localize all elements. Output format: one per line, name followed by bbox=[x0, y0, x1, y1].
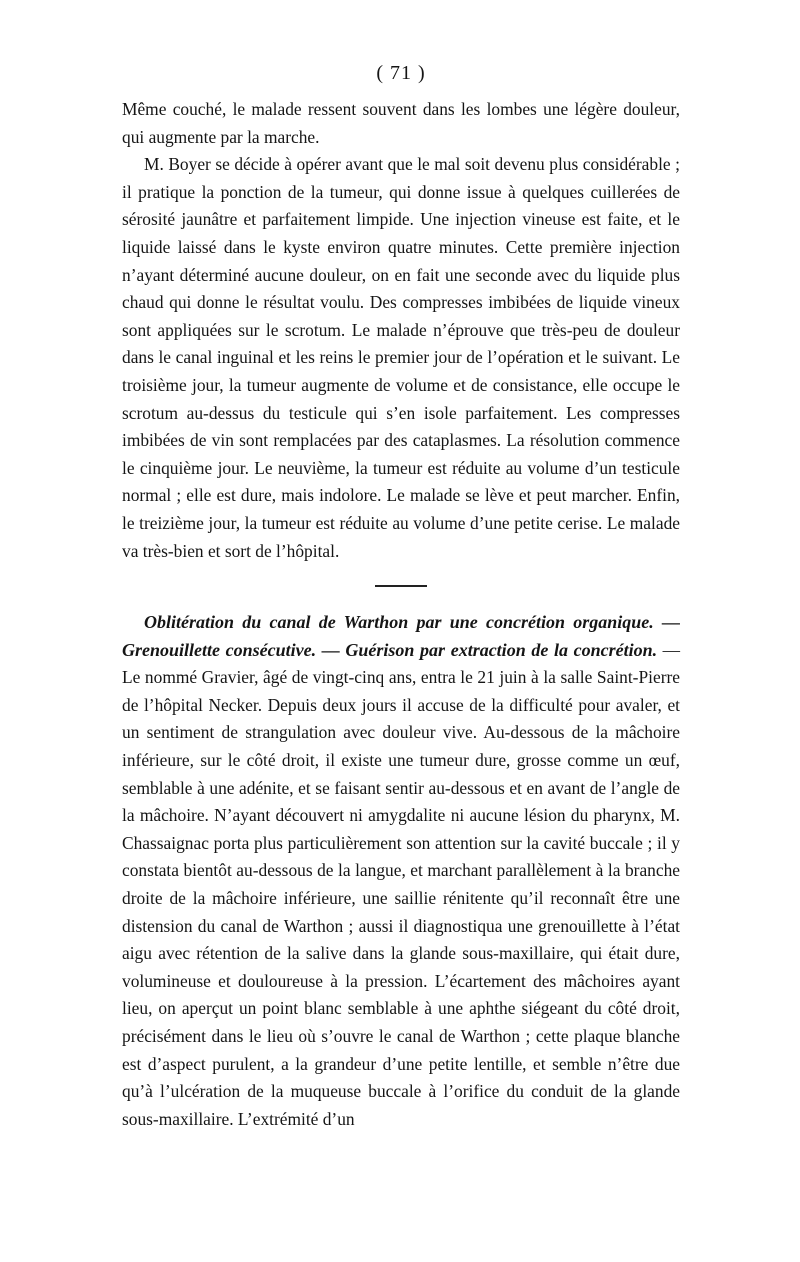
section-divider bbox=[375, 585, 427, 587]
case-title: Oblitération du canal de Warthon par une concrétion organique. — Grenouillette consécutive. — Guérison par extraction de la concrétion. bbox=[122, 612, 680, 660]
case-report-warthon bbox=[122, 609, 680, 1133]
paragraph-lumbar-pain: Même couché, le malade ressent souvent dans les lombes une légère douleur, qui augmente par la marche. bbox=[122, 99, 680, 147]
paragraph-boyer-operation: M. Boyer se décide à opérer avant que le mal soit devenu plus considérable ; il pratique la ponction de la tumeur, qui donne issue à quelques cuillerées de sérosité jaunâtre et parfaitement limpide. Une injection vineuse est faite, et le liquide laissé dans le kyste environ quatre minutes. Cette première injection n’ayant déterminé aucune douleur, on en fait une seconde avec du liquide plus chaud qui donne le résultat voulu. Des compresses imbibées de liquide vineux sont appliquées sur le scrotum. Le malade n’éprouve que très-peu de douleur dans le canal inguinal et les reins le premier jour de l’opération et le suivant. Le troisième jour, la tumeur augmente de volume et de consistance, elle occupe le scrotum au-dessus du testicule qui s’en isole parfaitement. Les compresses imbibées de vin sont remplacées par des cataplasmes. La résolution commence le cinquième jour. Le neuvième, la tumeur est réduite au volume d’un testicule normal ; elle est dure, mais indolore. Le malade se lève et peut marcher. Enfin, le treizième jour, la tumeur est réduite au volume d’une petite cerise. Le malade va très-bien et sort de l’hôpital. bbox=[122, 154, 680, 561]
book-page bbox=[122, 62, 680, 1133]
page-number: ( 71 ) bbox=[376, 62, 426, 84]
case-body: — Le nommé Gravier, âgé de vingt-cinq ans, entra le 21 juin à la salle Saint-Pierre de l’hôpital Necker. Depuis deux jours il accuse de la difficulté pour avaler, et un sentiment de strangulation avec douleur vive. Au-dessous de la mâchoire inférieure, sur le côté droit, il existe une tumeur dure, grosse comme un œuf, semblable à une adénite, et se faisant sentir au-dessous et en avant de l’angle de la mâchoire. N’ayant découvert ni amygdalite ni aucune lésion du pharynx, M. Chassaignac porta plus particulièrement son attention sur la cavité buccale ; il y constata bientôt au-dessous de la langue, et marchant parallèlement à la branche droite de la mâchoire inférieure, une saillie rénitente qu’il reconnaît être une distension du canal de Warthon ; aussi il diagnostiqua une grenouillette à l’état aigu avec rétention de la salive dans la glande sous-maxillaire, qui était dure, volumineuse et douloureuse à la pression. L’écartement des mâchoires ayant lieu, on aperçut un point blanc semblable à une aphthe siégeant du côté droit, précisément dans le lieu où s’ouvre le canal de Warthon ; cette plaque blanche est d’aspect purulent, a la grandeur d’une petite lentille, et semble n’être due qu’à l’ulcération de la muqueuse buccale à l’orifice du conduit de la glande sous-maxillaire. L’extrémité d’un bbox=[122, 639, 680, 1129]
